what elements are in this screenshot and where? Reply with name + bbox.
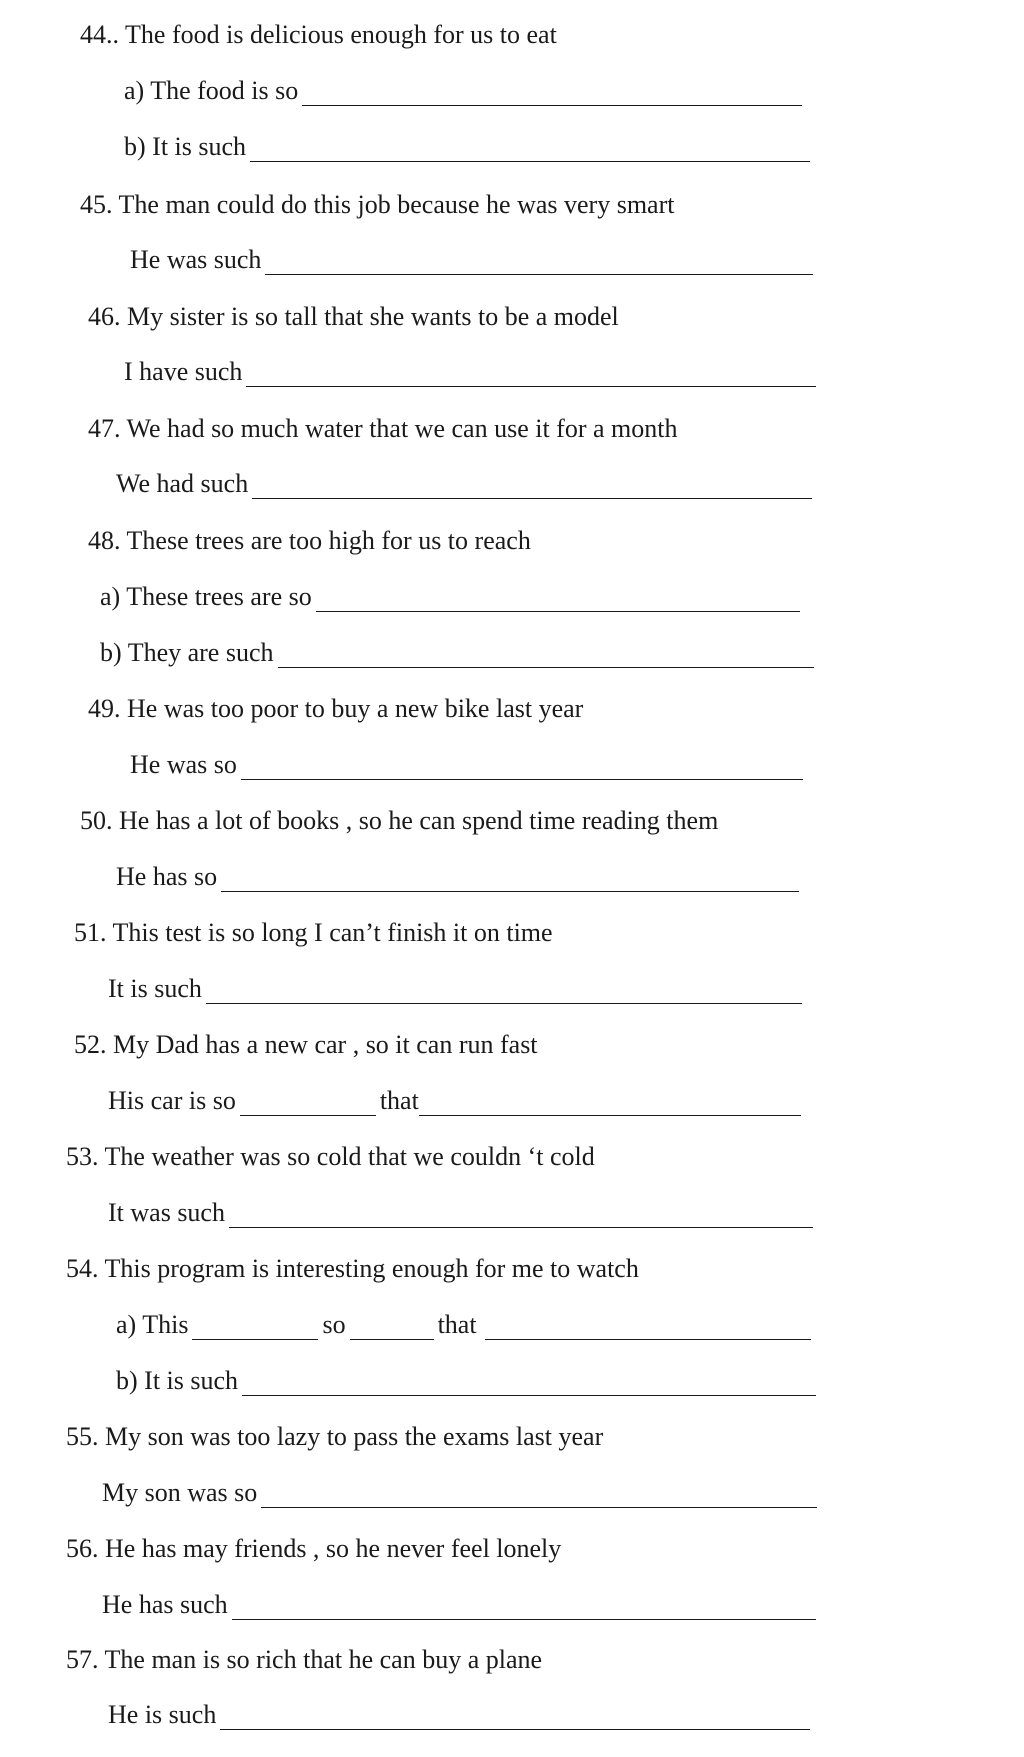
answer-blank[interactable]: [419, 1091, 801, 1116]
answer-row-44a: [124, 76, 802, 106]
prompt-text: He was such: [130, 245, 262, 274]
answer-blank[interactable]: [302, 81, 802, 106]
answer-blank[interactable]: [485, 1315, 811, 1340]
question-55: 55. My son was too lazy to pass the exams last year: [66, 1422, 604, 1451]
prompt-text: He has such: [102, 1590, 228, 1619]
prompt-text: He has so: [116, 862, 218, 891]
answer-row-49: [130, 750, 803, 780]
answer-row-56: [102, 1590, 816, 1620]
prompt-text: b) It is such: [116, 1366, 239, 1395]
answer-row-48b: [100, 638, 814, 668]
prompt-text: that: [379, 1086, 419, 1115]
prompt-text: My son was so: [102, 1478, 258, 1507]
answer-blank[interactable]: [220, 1705, 810, 1730]
prompt-text: a) The food is so: [124, 76, 299, 105]
question-56: 56. He has may friends , so he never feel lonely: [66, 1534, 562, 1563]
answer-blank[interactable]: [350, 1315, 434, 1340]
answer-blank[interactable]: [250, 137, 810, 162]
answer-blank[interactable]: [232, 1595, 816, 1620]
question-47: 47. We had so much water that we can use it for a month: [88, 414, 678, 443]
question-49: 49. He was too poor to buy a new bike last year: [88, 694, 584, 723]
prompt-text: We had such: [116, 469, 249, 498]
answer-blank[interactable]: [221, 867, 799, 892]
answer-row-54a: [116, 1310, 811, 1340]
answer-row-54b: [116, 1366, 816, 1396]
answer-blank[interactable]: [252, 474, 812, 499]
answer-row-51: [108, 974, 802, 1004]
prompt-text: a) This: [116, 1310, 189, 1339]
answer-blank[interactable]: [240, 1091, 376, 1116]
prompt-text: b) They are such: [100, 638, 274, 667]
prompt-text: He is such: [108, 1700, 217, 1729]
answer-row-55: [102, 1478, 817, 1508]
prompt-text: He was so: [130, 750, 237, 779]
prompt-text: His car is so: [108, 1086, 236, 1115]
answer-blank[interactable]: [242, 1371, 816, 1396]
question-54: 54. This program is interesting enough for me to watch: [66, 1254, 639, 1283]
answer-blank[interactable]: [241, 755, 803, 780]
prompt-text: a) These trees are so: [100, 582, 312, 611]
question-51: 51. This test is so long I can’t finish it on time: [74, 918, 553, 947]
answer-blank[interactable]: [265, 250, 813, 275]
question-46: 46. My sister is so tall that she wants to be a model: [88, 302, 619, 331]
question-48: 48. These trees are too high for us to reach: [88, 526, 531, 555]
answer-blank[interactable]: [246, 362, 816, 387]
question-50: 50. He has a lot of books , so he can spend time reading them: [80, 806, 719, 835]
answer-row-50: [116, 862, 799, 892]
prompt-text: It is such: [108, 974, 202, 1003]
answer-blank[interactable]: [229, 1203, 813, 1228]
question-57: 57. The man is so rich that he can buy a plane: [66, 1645, 543, 1674]
answer-row-46: [124, 357, 816, 387]
question-53: 53. The weather was so cold that we couldn ‘t cold: [66, 1142, 595, 1171]
answer-blank[interactable]: [261, 1483, 817, 1508]
answer-blank[interactable]: [206, 979, 802, 1004]
prompt-text: that: [437, 1310, 477, 1339]
answer-row-48a: [100, 582, 800, 612]
prompt-text: It was such: [108, 1198, 225, 1227]
prompt-text: b) It is such: [124, 132, 247, 161]
prompt-text: so: [322, 1310, 346, 1339]
answer-blank[interactable]: [192, 1315, 318, 1340]
question-52: 52. My Dad has a new car , so it can run fast: [74, 1030, 538, 1059]
answer-row-44b: [124, 132, 810, 162]
answer-row-53: [108, 1198, 813, 1228]
answer-blank[interactable]: [316, 587, 800, 612]
answer-row-45: [130, 245, 813, 275]
answer-row-52: [108, 1086, 801, 1116]
prompt-text: I have such: [124, 357, 243, 386]
question-44: 44.. The food is delicious enough for us to eat: [80, 20, 557, 49]
answer-blank[interactable]: [278, 643, 814, 668]
answer-row-57: [108, 1700, 810, 1730]
answer-row-47: [116, 469, 812, 499]
question-45: 45. The man could do this job because he was very smart: [80, 190, 675, 219]
